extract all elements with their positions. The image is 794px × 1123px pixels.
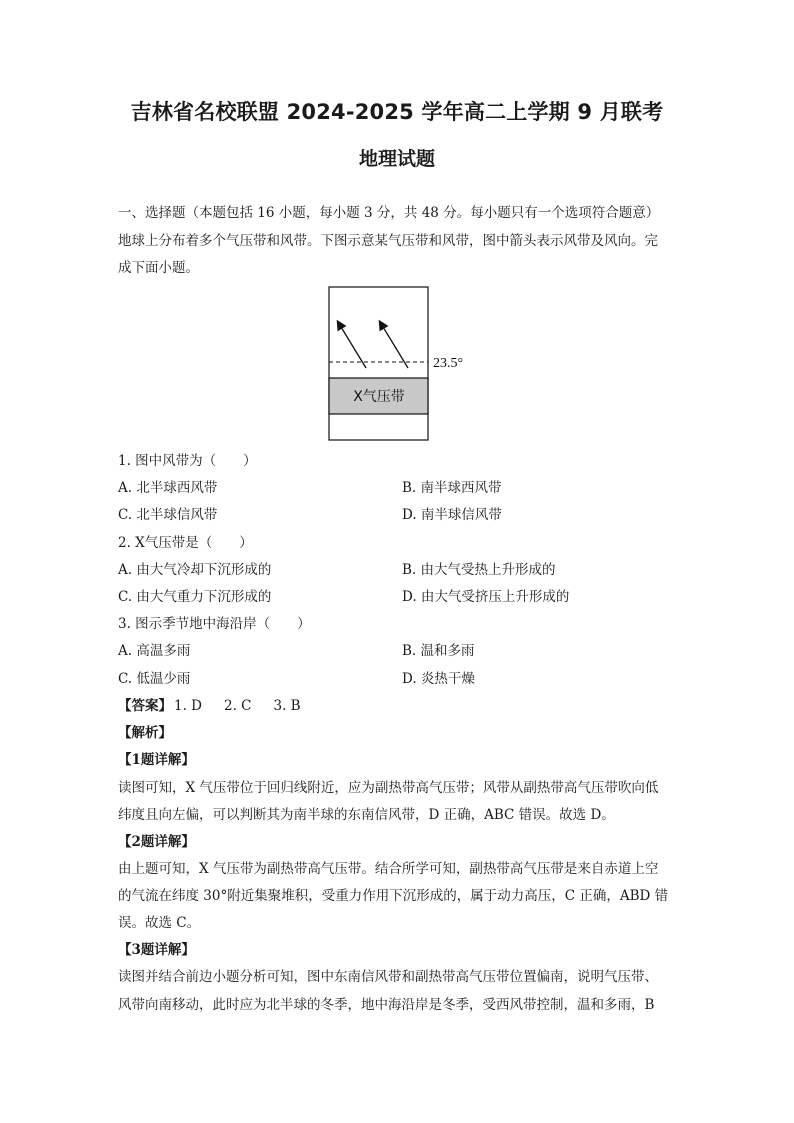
q1-option-c: C. 北半球信风带 (118, 507, 218, 523)
detail-1-heading: 【1题详解】 (118, 752, 195, 768)
q3-option-b: B. 温和多雨 (402, 643, 475, 659)
answer-item-1: 1. D (174, 698, 202, 714)
detail-3-line-1: 读图并结合前边小题分析可知，图中东南信风带和副热带高气压带位置偏南，说明气压带、 (118, 969, 658, 985)
q2-option-b: B. 由大气受热上升形成的 (402, 562, 556, 578)
detail-1-line-2: 纬度且向左偏，可以判断其为南半球的东南信风带，D 正确，ABC 错误。故选 D。 (118, 807, 615, 823)
pressure-belt-label: X气压带 (353, 389, 405, 405)
answer-item-2: 2. C (224, 698, 252, 714)
q1-option-d: D. 南半球信风带 (402, 507, 502, 523)
question-1-stem: 1. 图中风带为（ ） (118, 453, 257, 469)
answer-label: 【答案】 (118, 698, 172, 714)
q2-option-a: A. 由大气冷却下沉形成的 (118, 562, 272, 578)
pressure-wind-figure (322, 282, 482, 447)
document-subtitle: 地理试题 (358, 148, 435, 170)
detail-2-line-2: 的气流在纬度 30°附近集聚堆积，受重力作用下沉形成的，属于动力高压，C 正确，ABD 错 (118, 888, 669, 904)
detail-3-heading: 【3题详解】 (118, 942, 195, 958)
question-3-stem: 3. 图示季节地中海沿岸（ ） (118, 616, 311, 632)
q2-option-d: D. 由大气受挤压上升形成的 (402, 589, 570, 605)
q3-option-a: A. 高温多雨 (118, 643, 191, 659)
detail-2-line-1: 由上题可知，X 气压带为副热带高气压带。结合所学可知，副热带高气压带是来自赤道上空 (118, 861, 659, 877)
intro-line-1: 地球上分布着多个气压带和风带。下图示意某气压带和风带，图中箭头表示风带及风向。完 (118, 233, 658, 249)
q1-option-a: A. 北半球西风带 (118, 480, 218, 496)
analysis-label: 【解析】 (118, 725, 172, 741)
detail-1-line-1: 读图可知，X 气压带位于回归线附近，应为副热带高气压带；风带从副热带高气压带吹向低 (118, 780, 659, 796)
figure-frame (329, 287, 428, 440)
q1-option-b: B. 南半球西风带 (402, 480, 502, 496)
q3-option-d: D. 炎热干燥 (402, 671, 475, 687)
detail-2-line-3: 误。故选 C。 (118, 915, 201, 931)
detail-2-heading: 【2题详解】 (118, 834, 195, 850)
question-2-stem: 2. X气压带是（ ） (118, 535, 253, 551)
answer-line (118, 697, 323, 715)
q2-option-c: C. 由大气重力下沉形成的 (118, 589, 272, 605)
latitude-label: 23.5° (433, 356, 464, 371)
intro-line-2: 成下面小题。 (118, 260, 199, 276)
section-heading: 一、选择题（本题包括 16 小题，每小题 3 分，共 48 分。每小题只有一个选项符合题意） (118, 205, 660, 221)
answer-item-3: 3. B (273, 698, 301, 714)
detail-3-line-2: 风带向南移动，此时应为北半球的冬季，地中海沿岸是冬季，受西风带控制，温和多雨，B (118, 997, 655, 1013)
q3-option-c: C. 低温少雨 (118, 671, 191, 687)
document-title: 吉林省名校联盟 2024-2025 学年高二上学期 9 月联考 (130, 100, 664, 124)
